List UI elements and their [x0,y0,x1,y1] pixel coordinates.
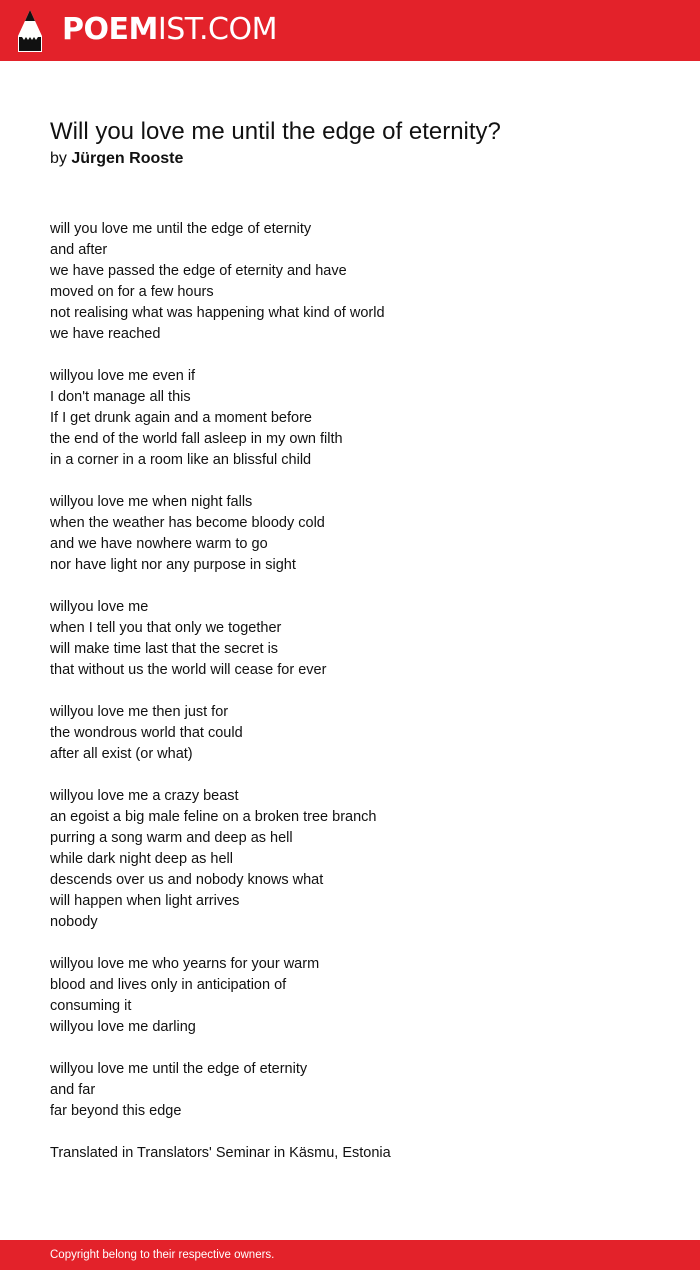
copyright-text: Copyright belong to their respective owners. [50,1249,275,1261]
poem-line: moved on for a few hours [50,284,214,300]
poem-line: willyou love me then just for [50,704,229,720]
poem-line: will you love me until the edge of eternity [50,221,312,237]
poem-line: consuming it [50,998,132,1014]
poem-line: and we have nowhere warm to go [50,536,268,552]
poem-line: willyou love me a crazy beast [50,788,239,804]
poem-line: and far [50,1082,96,1098]
poem-body [50,219,670,1185]
poem-line: after all exist (or what) [50,746,193,762]
poem-line: willyou love me even if [50,368,196,384]
stanza [50,492,670,576]
logo-bold-text: POEM [62,12,158,47]
poem-line: when I tell you that only we together [50,620,282,636]
poem-line: If I get drunk again and a moment before [50,410,312,426]
poem-line: will make time last that the secret is [50,641,279,657]
stanza [50,219,670,345]
poem-line: descends over us and nobody knows what [50,872,324,888]
poem-line: the end of the world fall asleep in my own filth [50,431,343,447]
poem-line: purring a song warm and deep as hell [50,830,293,846]
poem-line: we have passed the edge of eternity and have [50,263,347,279]
poem-line: nor have light nor any purpose in sight [50,557,296,573]
poem-line: willyou love me [50,599,149,615]
site-footer [0,1240,700,1270]
poem-line: willyou love me darling [50,1019,196,1035]
stanza [50,1059,670,1122]
poem-line: that without us the world will cease for ever [50,662,327,678]
poem-line: while dark night deep as hell [50,851,233,867]
poem-line: far beyond this edge [50,1103,182,1119]
poem-title: Will you love me until the edge of eternity? [50,118,501,145]
logo-light-text: IST.COM [157,12,277,47]
poem-line: and after [50,242,108,258]
poem-line: willyou love me until the edge of eternity [50,1061,308,1077]
poem-line: willyou love me who yearns for your warm [50,956,320,972]
poem-line: Translated in Translators' Seminar in Käsmu, Estonia [50,1145,391,1161]
site-header [0,0,700,61]
byline [50,149,183,169]
stanza [50,1143,670,1164]
poem-line: willyou love me when night falls [50,494,253,510]
poem-line: not realising what was happening what kind of world [50,305,385,321]
author-name: Jürgen Rooste [71,150,184,167]
by-label: by [50,150,67,167]
site-logo[interactable] [62,12,277,48]
poem-line: when the weather has become bloody cold [50,515,325,531]
poem-line: will happen when light arrives [50,893,240,909]
pencil-icon [17,10,43,52]
poem-line: blood and lives only in anticipation of [50,977,287,993]
poem-line: nobody [50,914,98,930]
stanza [50,366,670,471]
poem-line: an egoist a big male feline on a broken tree branch [50,809,377,825]
poem-line: I don't manage all this [50,389,191,405]
stanza [50,954,670,1038]
stanza [50,786,670,933]
stanza [50,597,670,681]
poem-line: the wondrous world that could [50,725,243,741]
poem-line: in a corner in a room like an blissful child [50,452,312,468]
poem-line: we have reached [50,326,161,342]
stanza [50,702,670,765]
